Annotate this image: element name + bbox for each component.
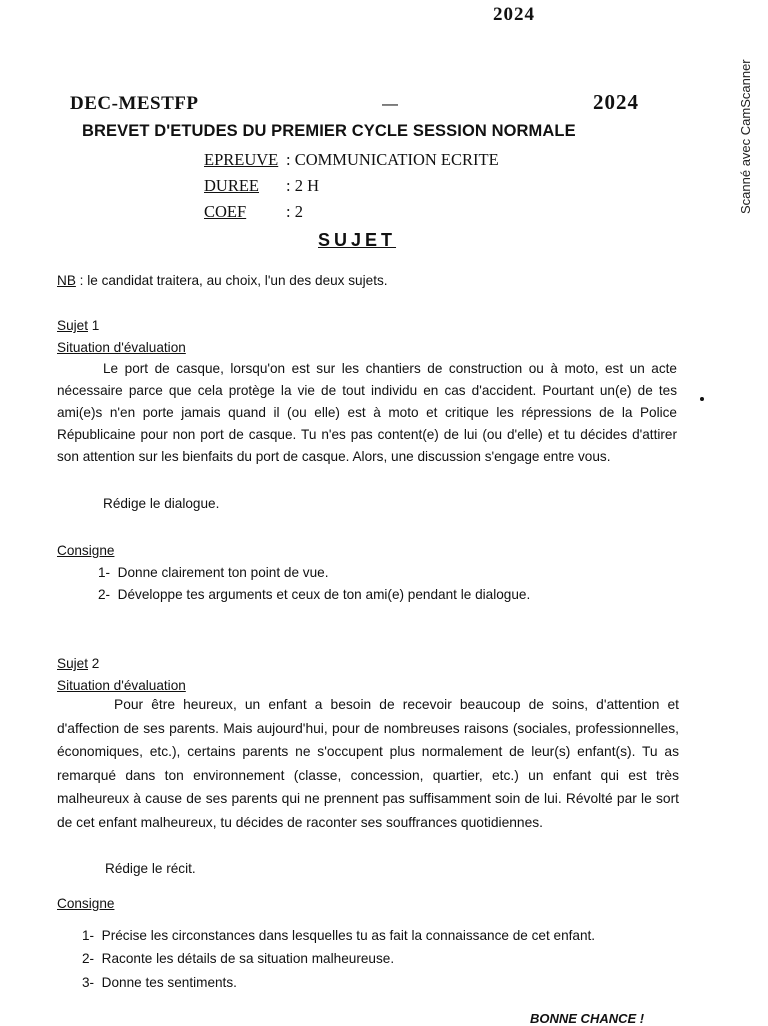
sujet1-number: 1 [87, 318, 100, 333]
sujet2-situation-label: Situation d'évaluation [57, 678, 186, 693]
nb-text: : le candidat traitera, au choix, l'un des deux sujets. [75, 273, 388, 288]
sujet1-consigne-label: Consigne [57, 543, 115, 558]
consigne-number: 3- [82, 975, 95, 990]
sujet1-consigne-1 [98, 562, 329, 584]
sujet2-number: 2 [87, 656, 100, 671]
sujet2-consigne-label: Consigne [57, 896, 115, 911]
nb-label: NB [57, 273, 76, 288]
sujet2-paragraph: Pour être heureux, un enfant a besoin de recevoir beaucoup de soins, d'attention et d'affection de ses parents. Mais aujourd'hui, pour de nombreuses raisons (sociales, professionnelles, économiques, etc.), certains parents ne s'occupent plus normalement de leur(s) enfant(s). Tu as remarqué dans ton environnement (classe, concession, quartier, etc.) un enfant qui est très malheureux à cause de ses parents qui ne prennent pas suffisamment soin de lui. Révolté par le sort de cet enfant malheureux, tu décides de raconter ses souffrances quotidiennes. [57, 697, 679, 830]
good-luck-text: BONNE CHANCE ! [530, 1011, 645, 1026]
duree-value: : 2 H [286, 176, 319, 195]
scanner-watermark: Scanné avec CamScanner [738, 59, 753, 214]
coef-label: COEF [204, 202, 247, 221]
consigne-number: 1- [98, 565, 111, 580]
epreuve-value: : COMMUNICATION ECRITE [286, 150, 499, 169]
consigne-number: 2- [82, 951, 95, 966]
consigne-text: Donne clairement ton point de vue. [117, 565, 329, 580]
sujet2-label: Sujet [57, 656, 88, 671]
duree-label: DUREE [204, 176, 259, 195]
consigne-number: 1- [82, 928, 95, 943]
consigne-text: Donne tes sentiments. [101, 975, 237, 990]
nb-line [57, 270, 388, 292]
header-dash: — [382, 96, 398, 113]
epreuve-label: EPREUVE [204, 150, 279, 169]
sujet1-label: Sujet [57, 318, 88, 333]
consigne-text: Raconte les détails de sa situation malheureuse. [101, 951, 395, 966]
coef-value: : 2 [286, 202, 303, 221]
consigne-number: 2- [98, 587, 111, 602]
sujet1-consigne-2 [98, 584, 530, 606]
sujet1-situation-label: Situation d'évaluation [57, 340, 186, 355]
organization-name: DEC-MESTFP [70, 93, 199, 114]
sujet2-consigne-2 [82, 948, 394, 970]
sujet2-instruction: Rédige le récit. [105, 861, 196, 876]
top-year: 2024 [493, 4, 535, 25]
consigne-text: Précise les circonstances dans lesquelles tu as fait la connaissance de cet enfant. [101, 928, 596, 943]
ink-speck [700, 397, 704, 401]
sujet1-paragraph: Le port de casque, lorsqu'on est sur les chantiers de construction ou à moto, est un acte nécessaire parce que cela protège la vie de tout individu en cas d'accident. Pourtant un(e) de tes ami(e)s n'en porte jamais quand il (ou elle) est à moto et critique les répressions de la Police Républicaine pour non port de casque. Tu n'es pas content(e) de lui (ou d'elle) et tu décides d'attirer son attention sur les bienfaits du port de casque. Alors, une discussion s'engage entre vous. [57, 361, 677, 464]
sujet2-consigne-3 [82, 972, 237, 994]
sujet1-title [57, 315, 99, 337]
sujet1-instruction: Rédige le dialogue. [103, 496, 220, 511]
exam-title: BREVET D'ETUDES DU PREMIER CYCLE SESSION NORMALE [82, 122, 576, 140]
session-year: 2024 [593, 90, 639, 114]
sujet2-consigne-1 [82, 925, 595, 947]
consigne-text: Développe tes arguments et ceux de ton ami(e) pendant le dialogue. [117, 587, 531, 602]
sujet2-title [57, 653, 99, 675]
sujet-heading: SUJET [318, 230, 397, 250]
